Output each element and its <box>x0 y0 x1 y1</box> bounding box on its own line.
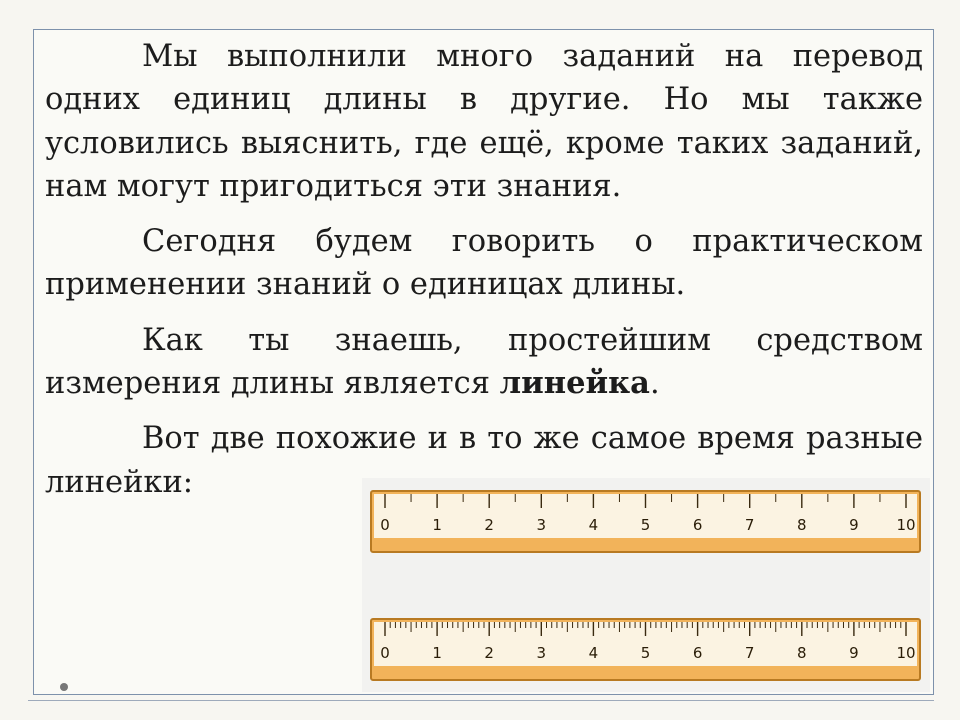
ruler-number: 7 <box>744 516 755 534</box>
paragraph-1 <box>45 35 923 208</box>
ruler-number: 5 <box>640 644 651 662</box>
ruler-mm <box>370 618 921 681</box>
bullet-dot <box>60 683 68 691</box>
ruler-number: 3 <box>536 644 547 662</box>
ruler-number: 6 <box>692 644 703 662</box>
ruler-number: 6 <box>692 516 703 534</box>
ruler-number: 0 <box>380 516 390 534</box>
rulers-illustration <box>362 478 930 692</box>
ruler-number: 0 <box>380 644 390 662</box>
ruler-number: 8 <box>797 644 807 662</box>
ruler-number: 4 <box>588 516 599 534</box>
ruler-number: 3 <box>536 516 547 534</box>
paragraph-2 <box>45 220 923 307</box>
ruler-half-cm <box>370 490 921 553</box>
paragraph-2-text: Сегодня будем говорить о практическом применении знаний о единицах длины. <box>45 224 923 303</box>
ruler-number: 1 <box>432 516 442 534</box>
slide-text <box>45 35 923 516</box>
ruler-number: 8 <box>797 516 807 534</box>
bottom-divider <box>28 700 934 701</box>
paragraph-1-text: Мы выполнили много заданий на перевод одних единиц длины в другие. Но мы также условились выяснить, где ещё, кроме таких заданий, нам могут пригодиться эти знания. <box>45 39 923 204</box>
ruler-number: 7 <box>744 644 755 662</box>
paragraph-3 <box>45 319 923 406</box>
ruler-number: 10 <box>896 644 916 662</box>
ruler-number: 4 <box>588 644 599 662</box>
paragraph-3-end: . <box>649 366 660 402</box>
ruler-term: линейка <box>499 365 650 402</box>
ruler-number: 2 <box>484 516 494 534</box>
ruler-number: 9 <box>849 644 859 662</box>
ruler-number: 9 <box>849 516 859 534</box>
paragraph-3-text: Как ты знаешь, простейшим средством измерения длины является <box>45 322 923 402</box>
ruler-number: 5 <box>640 516 651 534</box>
paragraph-4-text: Вот две похожие и в то же самое время разные линейки: <box>45 421 923 500</box>
ruler-number: 10 <box>896 516 916 534</box>
ruler-number: 1 <box>432 644 442 662</box>
ruler-number: 2 <box>484 644 494 662</box>
